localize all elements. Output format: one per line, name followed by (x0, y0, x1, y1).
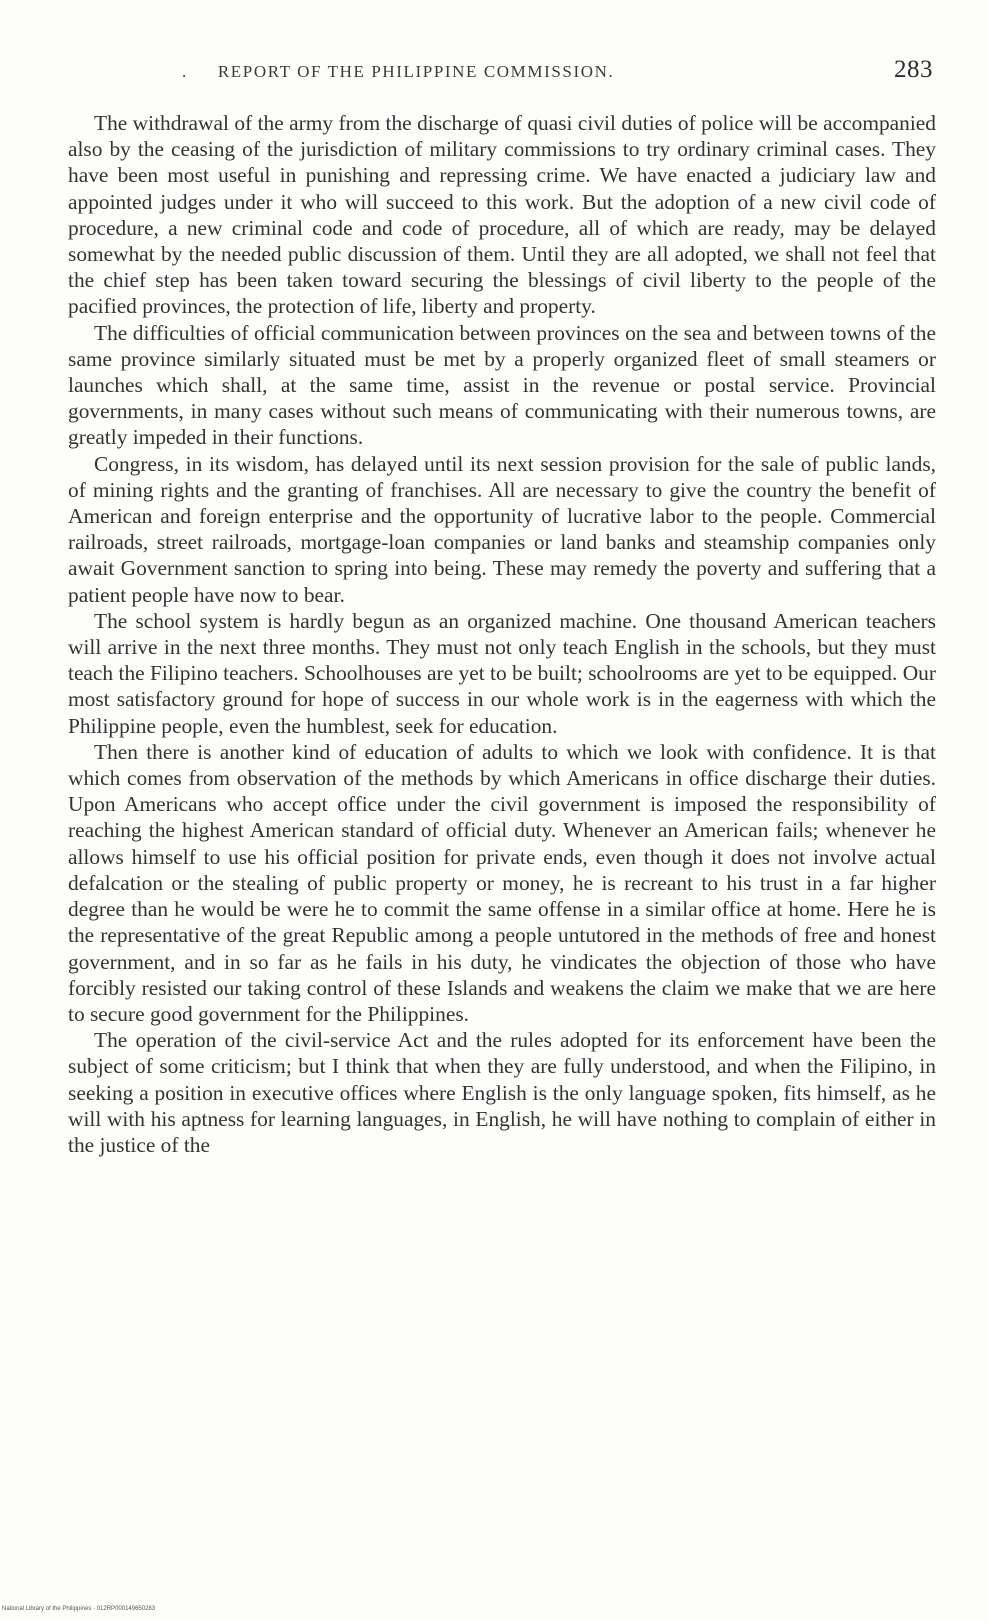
paragraph: Congress, in its wisdom, has delayed until its next session provision for the sale of public lands, of mining rights and the granting of franchises. All are necessary to give the country the benefit of American and foreign enterprise and the opportunity of lucrative labor to the people. Commercial railroads, street railroads, mortgage-loan companies or land banks and steamship companies only await Government sanction to spring into being. These may remedy the poverty and suffering that a patient people have now to bear. (68, 451, 936, 607)
paragraph: The operation of the civil-service Act and the rules adopted for its enforcement have been the subject of some criticism; but I think that when they are fully understood, and when the Filipino, in seeking a position in executive offices where English is the only language spoken, fits himself, as he will with his aptness for learning languages, in English, he will have nothing to complain of either in the justice of the (68, 1028, 936, 1157)
paragraph: The withdrawal of the army from the discharge of quasi civil duties of police will be accompanied also by the ceasing of the jurisdiction of military commissions to try ordinary criminal cases. They have been most useful in punishing and repressing crime. We have enacted a judiciary law and appointed judges under it who will succeed to this work. But the adoption of a new civil code of procedure, a new criminal code and code of procedure, all of which are ready, may be delayed somewhat by the needed public discussion of them. Until they are all adopted, we shall not feel that the chief step has been taken toward securing the blessings of civil liberty to the people of the pacified provinces, the protection of life, liberty and property. (68, 111, 936, 319)
page-number: 283 (894, 56, 933, 83)
paragraph: Then there is another kind of education of adults to which we look with confidence. It is that which comes from observation of the methods by which Americans in office discharge their duties. Upon Americans who accept office under the civil government is imposed the responsibility of reaching the highest American standard of official duty. Whenever an American fails; whenever he allows himself to use his official position for private ends, even though it does not involve actual defalcation or the stealing of public property or money, he is recreant to his trust in a far higher degree than he would be were he to commit the same offense in a similar office at home. Here he is the representative of the great Republic among a people untutored in the methods of free and honest government, and in so far as he fails in his duty, he vindicates the objection of those who have forcibly resisted our taking control of these Islands and weakens the claim we make that we are here to secure good government for the Philippines. (68, 739, 936, 1026)
paragraph: The school system is hardly begun as an organized machine. One thousand American teachers will arrive in the next three months. They must not only teach English in the schools, but they must teach the Filipino teachers. Schoolhouses are yet to be built; schoolrooms are yet to be equipped. Our most satisfactory ground for hope of success in our whole work is in the eagerness with which the Philippine people, even the humblest, seek for education. (68, 608, 936, 738)
paragraph: The difficulties of official communication between provinces on the sea and between towns of the same province similarly situated must be met by a properly organized fleet of small steamers or launches which shall, at the same time, assist in the revenue or postal service. Provincial governments, in many cases without such means of communicating with their numerous towns, are greatly impeded in their functions. (68, 320, 936, 450)
body-text (68, 110, 936, 1158)
running-title: REPORT OF THE PHILIPPINE COMMISSION. (217, 62, 615, 81)
header-marker: . (182, 62, 188, 81)
page-header (68, 56, 933, 90)
running-head (182, 62, 614, 82)
scan-footer-note: National Library of the Philippines · 012RP000149650283 (2, 1606, 156, 1612)
